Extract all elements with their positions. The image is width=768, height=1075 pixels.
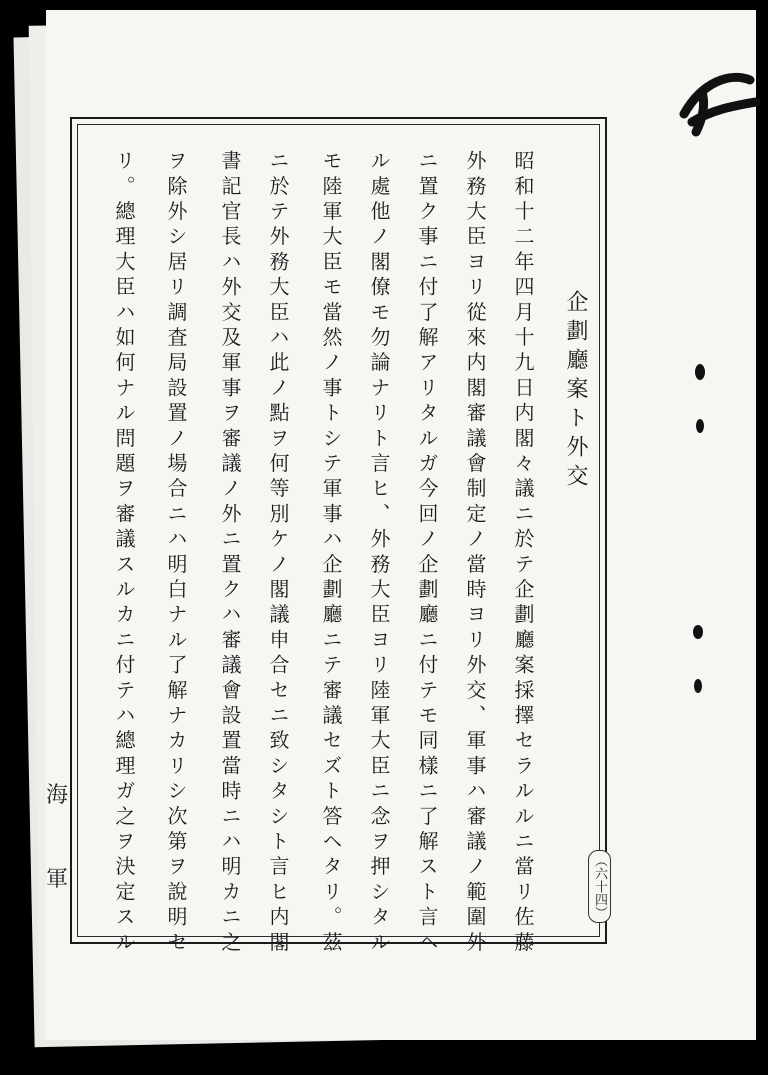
- page-number-stamp: （六十四）: [588, 850, 611, 923]
- text-column-4: ル處他ノ閣僚モ勿論ナリト言ヒ、外務大臣ヨリ陸軍大臣ニ念ヲ押シタル: [367, 150, 391, 957]
- text-column-3: ニ置ク事ニ付了解アリタルガ今回ノ企劃廳ニ付テモ同樣ニ了解スト言ヘ: [415, 150, 439, 957]
- text-column-7: 書記官長ハ外交及軍事ヲ審議ノ外ニ置クハ審議會設置當時ニハ明カニ之: [218, 150, 242, 957]
- text-column-8: ヲ除外シ居リ調査局設置ノ場合ニハ明白ナル了解ナカリシ次第ヲ說明セ: [164, 150, 188, 957]
- text-column-2: 外務大臣ヨリ從來内閣審議會制定ノ當時ヨリ外交、軍事ハ審議ノ範圍外: [463, 150, 487, 957]
- ink-marks: [686, 360, 716, 700]
- text-column-6: ニ於テ外務大臣ハ此ノ點ヲ何等別ケノ閣議申合セニ致シタシト言ヒ内閣: [266, 150, 290, 957]
- document-title: 企劃廳案ト外交: [563, 290, 588, 493]
- margin-label-navy-1: 海: [46, 783, 69, 808]
- text-column-5: モ陸軍大臣モ當然ノ事トシテ軍事ハ企劃廳ニテ審議セズト答ヘタリ。茲: [319, 150, 343, 957]
- handwritten-mark: [672, 62, 762, 142]
- text-column-9: リ。總理大臣ハ如何ナル問題ヲ審議スルカニ付テハ總理ガ之ヲ決定スル: [112, 150, 136, 957]
- text-column-1: 昭和十二年四月十九日内閣々議ニ於テ企劃廳案採擇セラルルニ當リ佐藤: [511, 150, 535, 957]
- margin-label-navy-2: 軍: [46, 867, 69, 892]
